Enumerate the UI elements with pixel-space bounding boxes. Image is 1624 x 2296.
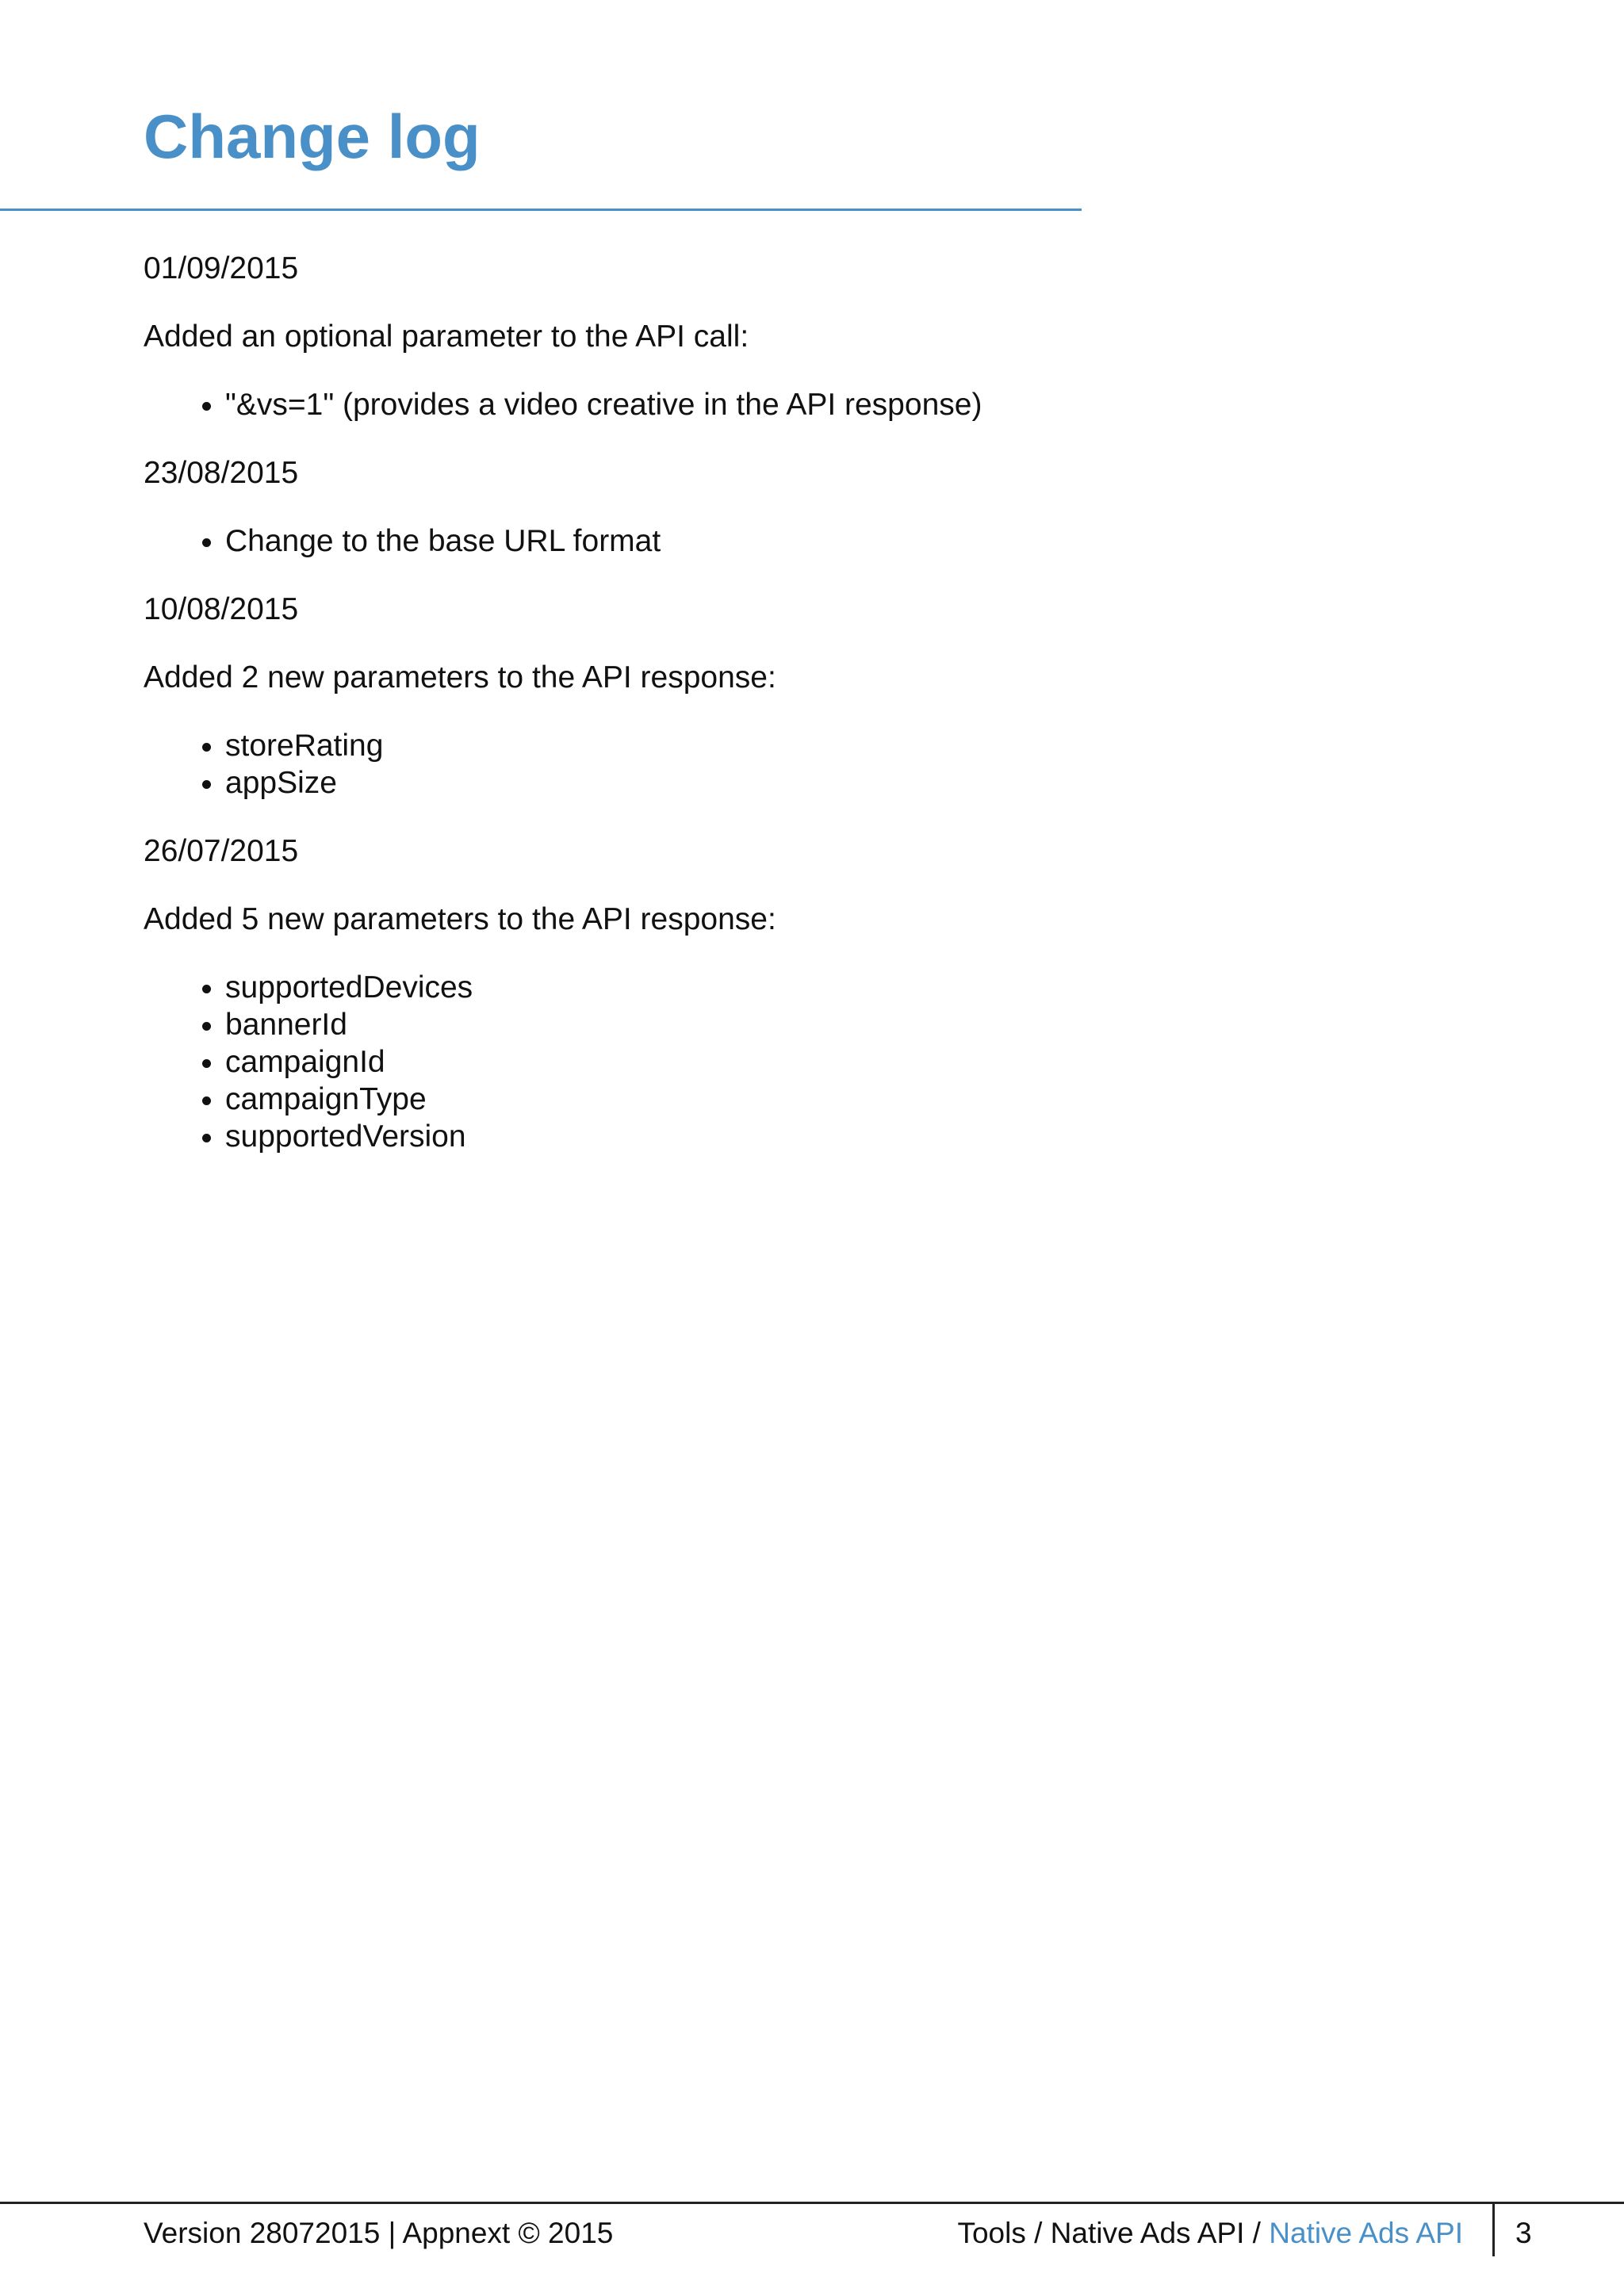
list-item: • campaignId [225,1043,1333,1081]
entry-list [144,969,1333,1155]
list-item: • supportedVersion [225,1118,1333,1155]
footer-breadcrumb [957,2217,1463,2250]
list-item: • Change to the base URL format [225,522,1333,560]
list-item: • "&vs=1" (provides a video creative in the API response) [225,386,1333,423]
list-item: • supportedDevices [225,969,1333,1006]
changelog-entry [144,832,1333,1155]
page-number: 3 [1515,2217,1532,2249]
changelog-entry [144,454,1333,560]
changelog-entry [144,591,1333,802]
footer-divider [0,2202,1624,2204]
breadcrumb-path: Tools / Native Ads API / [957,2217,1270,2249]
footer-separator [1492,2202,1495,2256]
entry-date: 26/07/2015 [144,834,299,868]
entry-date: 23/08/2015 [144,456,299,490]
list-item: • bannerId [225,1006,1333,1043]
list-item: • campaignType [225,1081,1333,1118]
list-item: • storeRating [225,727,1333,764]
changelog-content [144,250,1333,1186]
entry-intro: Added 2 new parameters to the API response: [144,660,776,695]
entry-date: 10/08/2015 [144,592,299,626]
title-divider [0,209,1082,211]
changelog-entry [144,250,1333,423]
footer-version: Version 28072015 | Appnext © 2015 [144,2217,614,2249]
page-title: Change log [144,101,481,171]
entry-date: 01/09/2015 [144,251,299,285]
entry-intro: Added an optional parameter to the API call: [144,320,749,354]
entry-list [144,727,1333,802]
entry-list [144,386,1333,423]
list-item: • appSize [225,764,1333,802]
breadcrumb-current-link[interactable]: Native Ads API [1269,2217,1463,2249]
entry-list [144,522,1333,560]
entry-intro: Added 5 new parameters to the API response: [144,902,776,936]
